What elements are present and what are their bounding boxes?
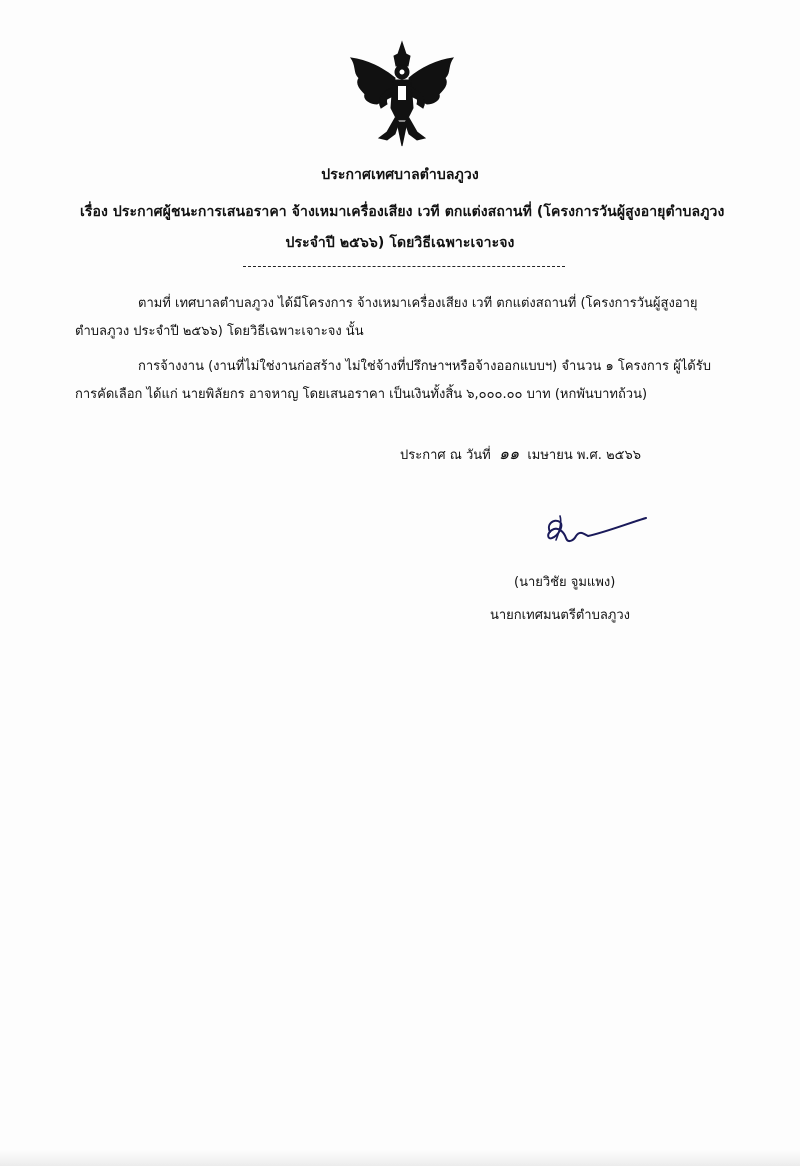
- paragraph-2-line-2: การคัดเลือก ได้แก่ นายพิลัยกร อาจหาญ โดยเสนอราคา เป็นเงินทั้งสิ้น ๖,๐๐๐.๐๐ บาท (หกพันบาทถ้วน): [75, 387, 648, 402]
- date-day-handwritten: ๑๑: [498, 444, 520, 463]
- signatory-position: นายกเทศมนตรีตำบลภูวง: [490, 608, 630, 623]
- paragraph-2-line-1: การจ้างงาน (งานที่ไม่ใช่งานก่อสร้าง ไม่ใช่จ้างที่ปรึกษาฯหรือจ้างออกแบบฯ) จำนวน ๑ โครงการ ผู้ได้รับ: [138, 359, 711, 374]
- dashed-divider: [243, 266, 565, 267]
- paragraph-1-line-2: ตำบลภูวง ประจำปี ๒๕๖๖) โดยวิธีเฉพาะเจาะจง นั้น: [75, 324, 364, 339]
- handwritten-signature: [536, 510, 648, 552]
- garuda-emblem-icon: [343, 38, 461, 150]
- issuer-heading: ประกาศเทศบาลตำบลภูวง: [321, 167, 479, 183]
- signatory-name: (นายวิชัย จูมแพง): [514, 575, 616, 590]
- subject-line-1: เรื่อง ประกาศผู้ชนะการเสนอราคา จ้างเหมาเครื่องเสียง เวที ตกแต่งสถานที่ (โครงการวันผู้สูงอายุตำบลภูวง: [80, 204, 725, 220]
- subject-line-2: ประจำปี ๒๕๖๖) โดยวิธีเฉพาะเจาะจง: [285, 235, 515, 251]
- announcement-date: [400, 442, 641, 467]
- page-bottom-edge: [0, 1150, 800, 1166]
- date-prefix: ประกาศ ณ วันที่: [400, 448, 491, 463]
- paragraph-1-line-1: ตามที่ เทศบาลตำบลภูวง ได้มีโครงการ จ้างเหมาเครื่องเสียง เวที ตกแต่งสถานที่ (โครงการวันผู้สูงอายุ: [138, 296, 698, 311]
- date-month-year: เมษายน พ.ศ. ๒๕๖๖: [527, 448, 641, 463]
